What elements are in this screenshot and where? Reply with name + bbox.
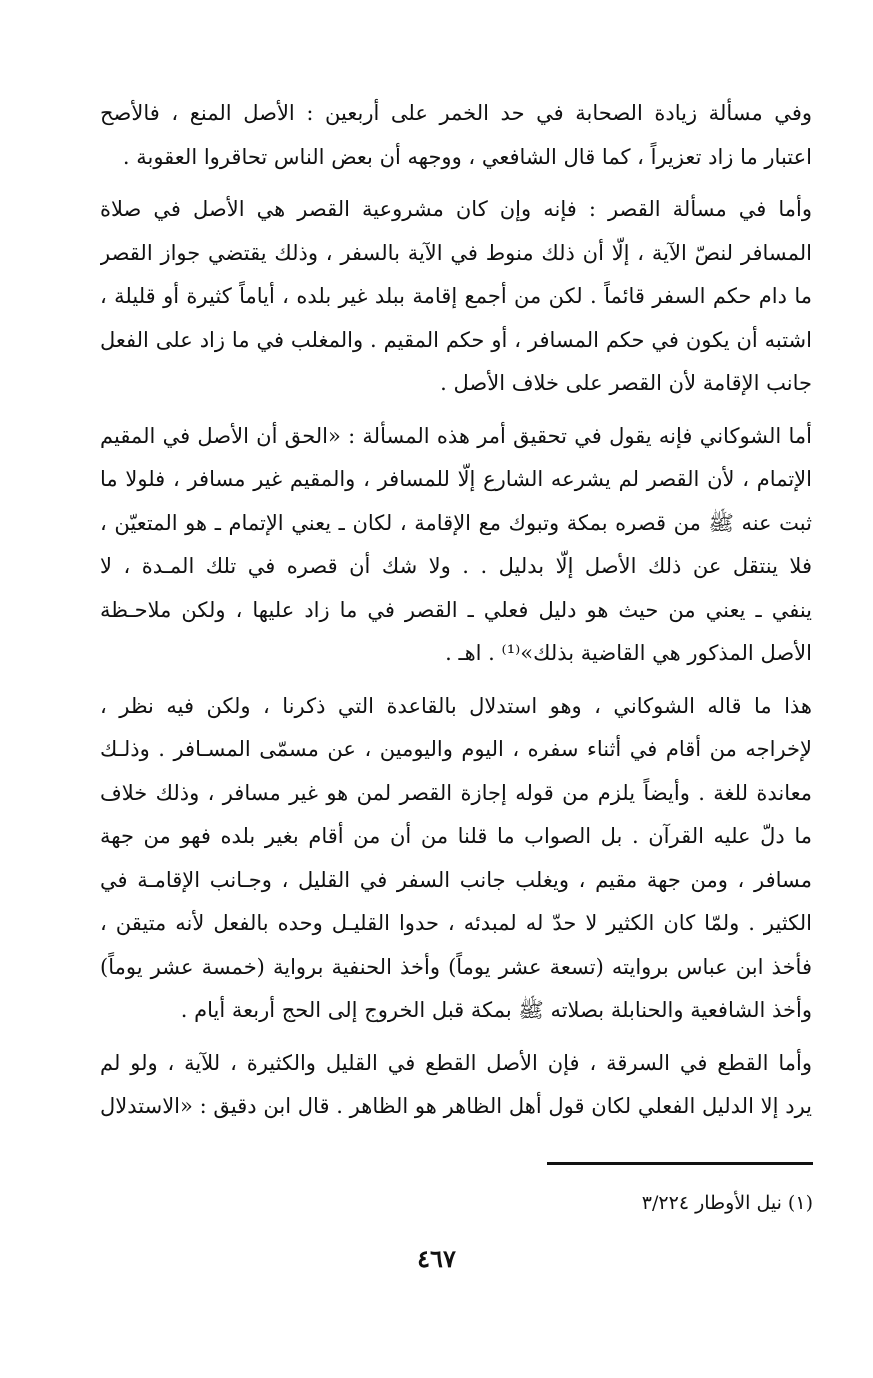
text-line: ما دام حكم السفر قائماً . لكن من أجمع إقامة ببلد غير بلده ، أياماً كثيرة أو قليلة ، bbox=[100, 284, 812, 308]
text-line: وأما القطع في السرقة ، فإن الأصل القطع في القليل والكثيرة ، للآية ، ولو لم bbox=[100, 1050, 812, 1075]
paragraph bbox=[100, 92, 812, 179]
text-line: ما دلّ عليه القرآن . بل الصواب ما قلنا من أن من أقام بغير بلده فهو من جهة bbox=[100, 824, 812, 848]
text-line: ينفي ـ يعني من حيث هو دليل فعلي ـ القصر في ما زاد عليها ، ولكن ملاحـظة bbox=[100, 597, 812, 622]
text-line: اشتبه أن يكون في حكم المسافر ، أو حكم المقيم . والمغلب في ما زاد على الفعل bbox=[100, 327, 812, 352]
text-line: وأخذ الشافعية والحنابلة بصلاته ﷺ بمكة قبل الخروج إلى الحج أربعة أيام . bbox=[180, 998, 812, 1022]
footnote: (١) نيل الأوطار ٣/٢٢٤ bbox=[641, 1192, 813, 1214]
page-number: ٤٦٧ bbox=[417, 1244, 456, 1273]
text-line: الإتمام ، لأن القصر لم يشرعه الشارع إلّا للمسافر ، والمقيم غير مسافر ، فلولا ما bbox=[100, 467, 812, 491]
text-line: ثبت عنه ﷺ من قصره بمكة وتبوك مع الإقامة ، لكان ـ يعني الإتمام ـ هو المتعيّن ، bbox=[100, 510, 812, 535]
text-line: الكثير . ولمّا كان الكثير لا حدّ له لمبدئه ، حدوا القليـل وحده بالفعل لأنه متيقن ، bbox=[100, 911, 812, 935]
text-line: الأصل المذكور هي القاضية بذلك»⁽¹⁾ . اهـ . bbox=[445, 641, 812, 665]
text-line: وفي مسألة زيادة الصحابة في حد الخمر على أربعين : الأصل المنع ، فالأصح bbox=[100, 101, 812, 125]
text-line: مسافر ، ومن جهة مقيم ، ويغلب جانب السفر في القليل ، وجـانب الإقامـة في bbox=[100, 867, 812, 892]
text-line: هذا ما قاله الشوكاني ، وهو استدلال بالقاعدة التي ذكرنا ، ولكن فيه نظر ، bbox=[100, 693, 812, 718]
paragraph bbox=[100, 685, 812, 1033]
text-line: لإخراجه من أقام في أثناء سفره ، اليوم واليومين ، عن مسمّى المسـافر . وذلـك bbox=[100, 737, 812, 761]
text-line: فأخذ ابن عباس بروايته (تسعة عشر يوماً) وأخذ الحنفية برواية (خمسة عشر يوماً) bbox=[100, 954, 812, 979]
footnote-divider bbox=[547, 1162, 813, 1165]
text-line: جانب الإقامة لأن القصر على خلاف الأصل . bbox=[440, 371, 812, 395]
text-line: المسافر لنصّ الآية ، إلّا أن ذلك منوط في الآية بالسفر ، وذلك يقتضي جواز القصر bbox=[100, 240, 812, 265]
text-line: يرد إلا الدليل الفعلي لكان قول أهل الظاهر هو الظاهر . قال ابن دقيق : «الاستدلال bbox=[100, 1094, 812, 1118]
paragraph bbox=[100, 415, 812, 676]
text-line: معاندة للغة . وأيضاً يلزم من قوله إجازة القصر لمن هو غير مسافر ، وذلك خلاف bbox=[100, 780, 812, 805]
body-text bbox=[100, 92, 812, 1129]
text-line: أما الشوكاني فإنه يقول في تحقيق أمر هذه المسألة : «الحق أن الأصل في المقيم bbox=[100, 423, 812, 448]
text-line: اعتبار ما زاد تعزيراً ، كما قال الشافعي ، ووجهه أن بعض الناس تحاقروا العقوبة . bbox=[122, 144, 812, 169]
paragraph bbox=[100, 188, 812, 406]
text-line: فلا ينتقل عن ذلك الأصل إلّا بدليل . . ولا شك أن قصره في تلك المـدة ، لا bbox=[100, 554, 812, 578]
text-line: وأما في مسألة القصر : فإنه وإن كان مشروعية القصر هي الأصل في صلاة bbox=[100, 197, 812, 221]
paragraph bbox=[100, 1042, 812, 1129]
